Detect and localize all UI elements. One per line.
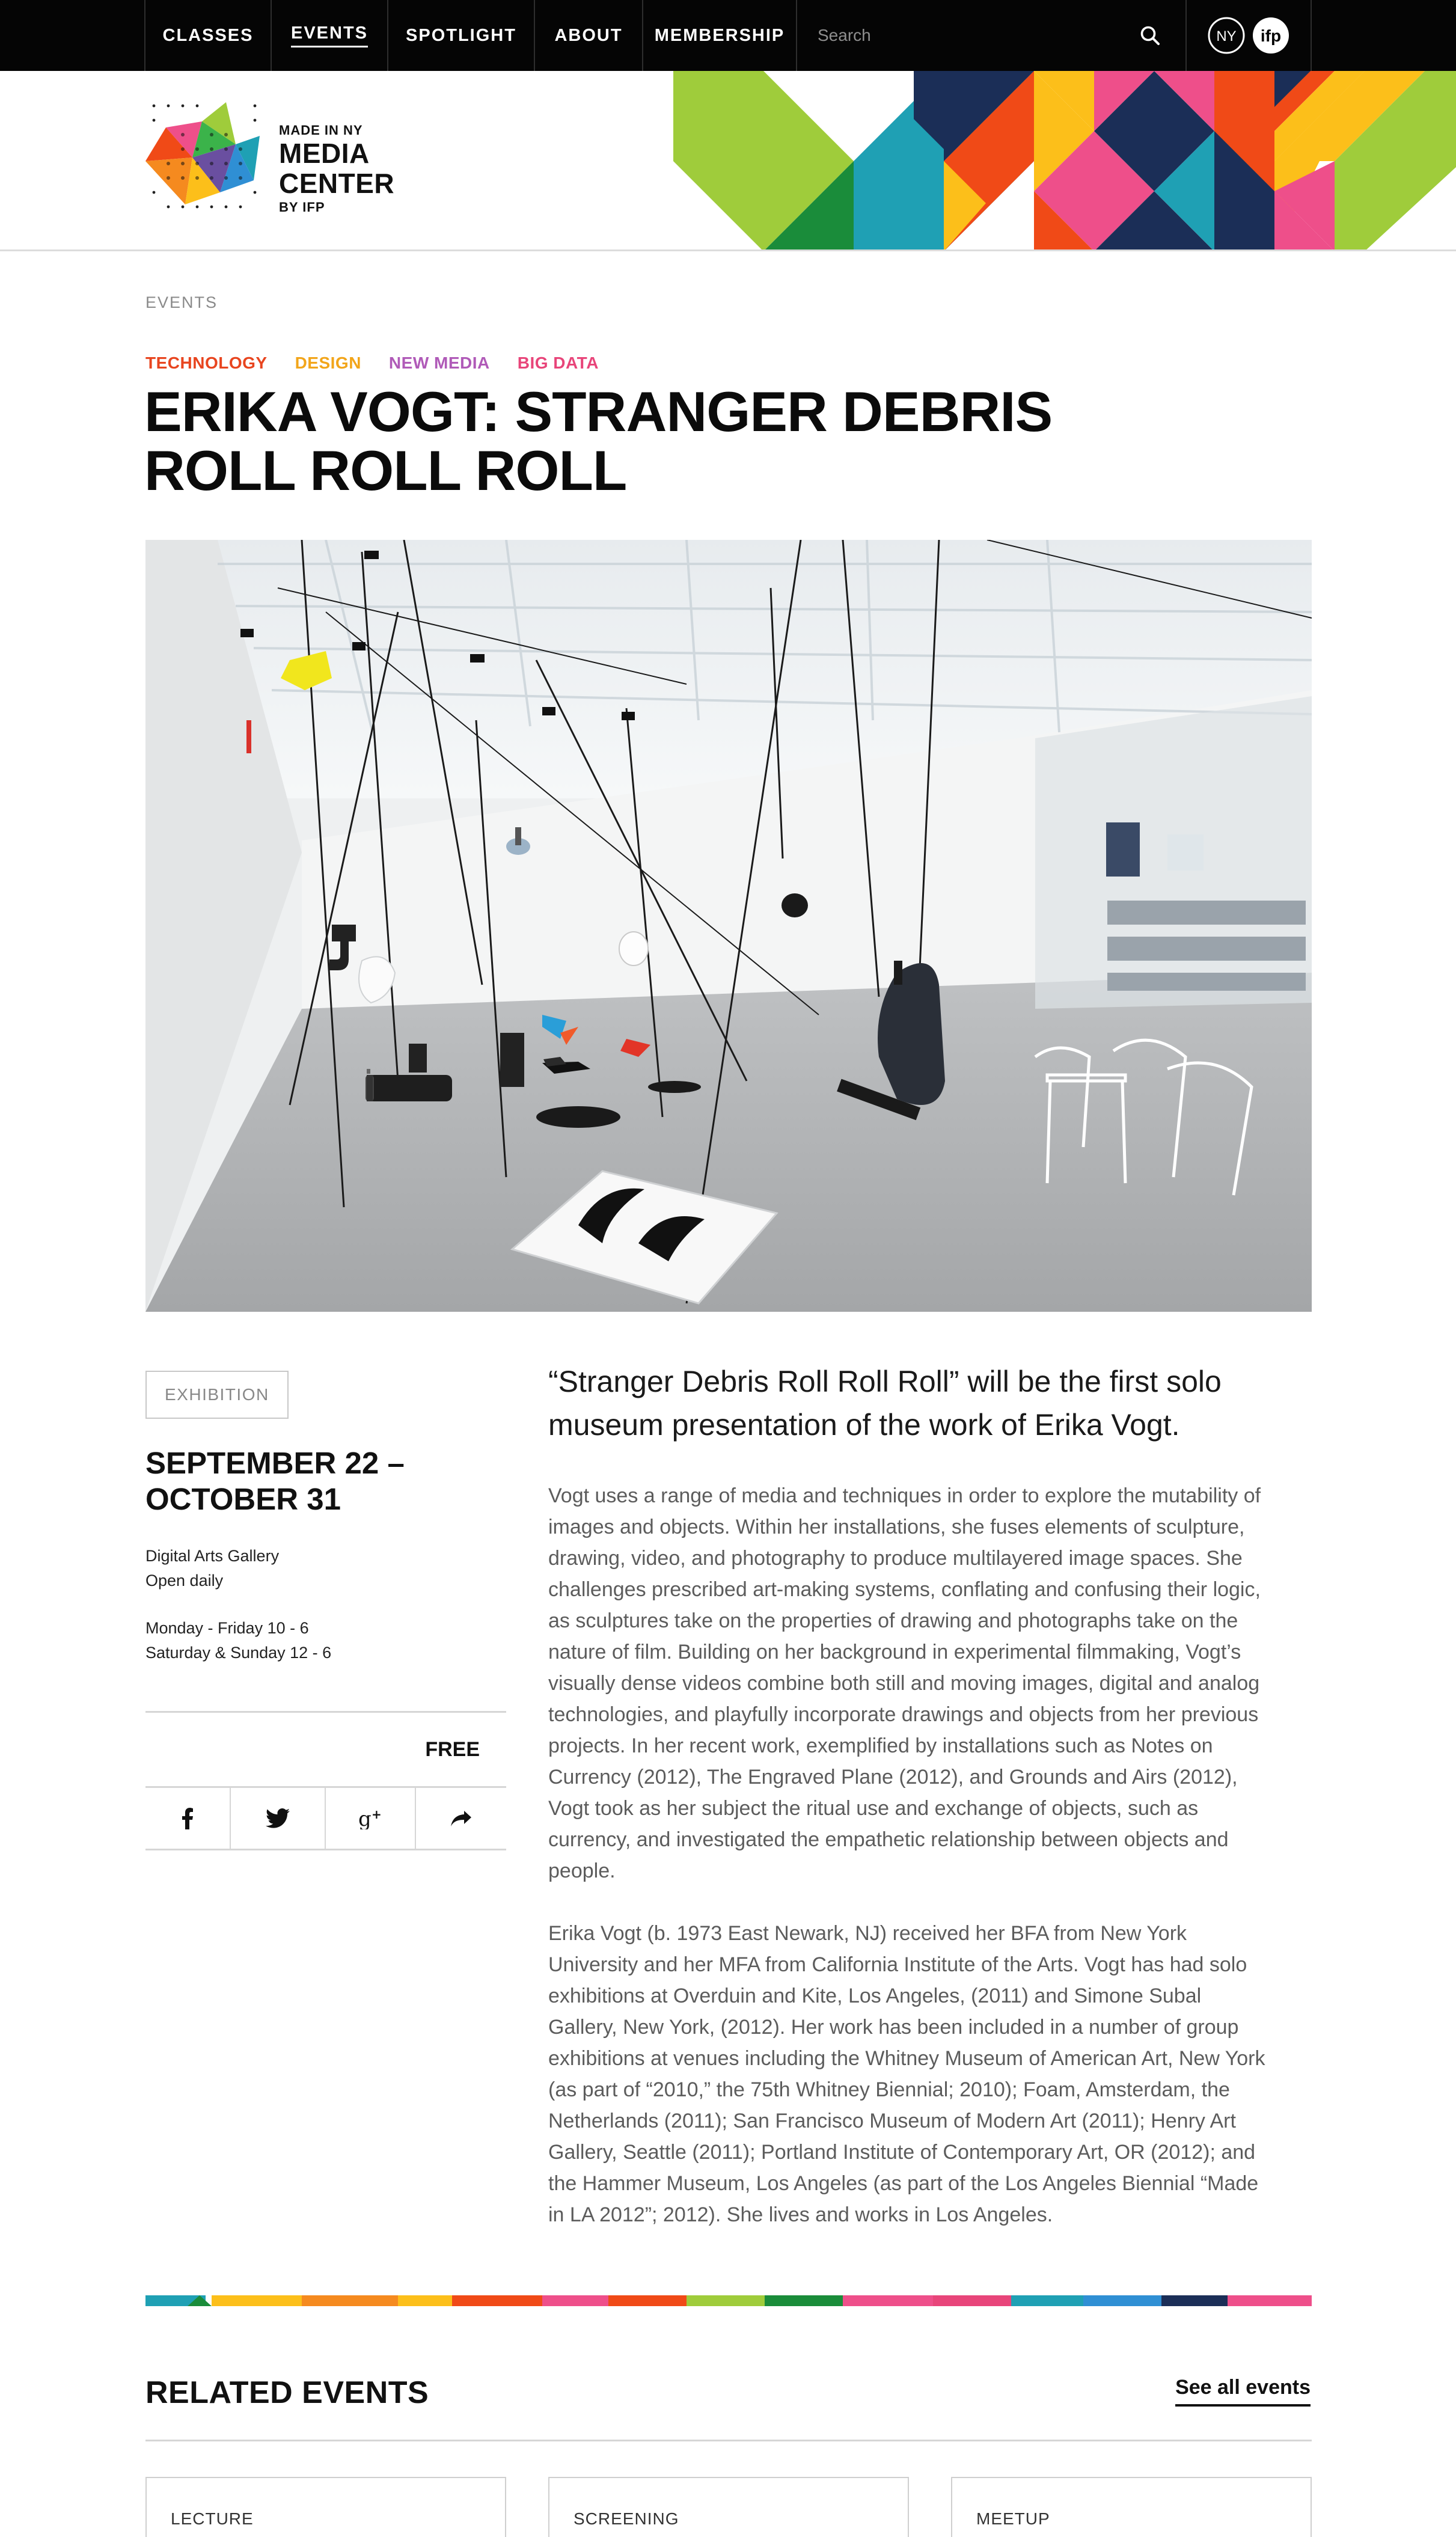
share-google-plus-button[interactable] bbox=[326, 1788, 416, 1849]
nav-item-about[interactable] bbox=[534, 0, 642, 71]
share-icon bbox=[450, 1810, 473, 1828]
nav-label: EVENTS bbox=[291, 23, 368, 47]
related-event-card-screening[interactable] bbox=[548, 2477, 909, 2537]
top-navigation bbox=[0, 0, 1456, 71]
related-events-title: RELATED EVENTS bbox=[145, 2375, 429, 2410]
title-line: ROLL ROLL ROLL bbox=[144, 439, 627, 502]
card-type-label: SCREENING bbox=[574, 2509, 679, 2528]
nav-label: CLASSES bbox=[162, 25, 254, 45]
color-stripe-divider bbox=[145, 2295, 1312, 2306]
facebook-icon bbox=[181, 1808, 194, 1829]
event-dates bbox=[145, 1445, 482, 1517]
made-in-ny-logo-icon[interactable] bbox=[1207, 16, 1246, 55]
venue-name: Digital Arts Gallery bbox=[145, 1547, 280, 1565]
media-center-logo[interactable] bbox=[142, 90, 394, 222]
event-lede: “Stranger Debris Roll Roll Roll” will be the first solo museum presentation of the work of Erika Vogt. bbox=[548, 1365, 1222, 1442]
event-tags bbox=[145, 353, 599, 373]
share-facebook-button[interactable] bbox=[145, 1788, 231, 1849]
nav-label: ABOUT bbox=[554, 25, 623, 45]
search-icon bbox=[1139, 25, 1161, 46]
ifp-logo-icon[interactable] bbox=[1252, 16, 1290, 55]
breadcrumb[interactable]: EVENTS bbox=[145, 293, 218, 311]
brand-line: CENTER bbox=[279, 168, 395, 199]
share-twitter-button[interactable] bbox=[231, 1788, 326, 1849]
event-hours bbox=[145, 1616, 331, 1665]
tag-new-media[interactable]: NEW MEDIA bbox=[388, 353, 490, 372]
event-type-badge: EXHIBITION bbox=[145, 1371, 289, 1419]
media-center-logo-icon bbox=[142, 90, 280, 222]
title-line: ERIKA VOGT: STRANGER DEBRIS bbox=[144, 380, 1053, 443]
svg-text:+: + bbox=[372, 1807, 382, 1822]
related-event-card-lecture[interactable] bbox=[145, 2477, 506, 2537]
nav-label: MEMBERSHIP bbox=[654, 25, 785, 45]
nav-item-spotlight[interactable] bbox=[387, 0, 534, 71]
search-box bbox=[796, 0, 1185, 71]
svg-text:g: g bbox=[358, 1807, 372, 1829]
tag-technology[interactable]: TECHNOLOGY bbox=[145, 353, 268, 372]
twitter-icon bbox=[266, 1808, 290, 1829]
ifp-logo-text: ifp bbox=[1260, 26, 1282, 45]
brand-wordmark bbox=[279, 124, 394, 214]
brand-line: BY IFP bbox=[279, 200, 325, 215]
date-line: OCTOBER 31 bbox=[145, 1482, 341, 1516]
price-label: FREE bbox=[425, 1737, 480, 1761]
artist-bio-paragraph: Erika Vogt (b. 1973 East Newark, NJ) received her BFA from New York University and her MFA from California Institute of the Arts. Vogt has had solo exhibitions at Overduin and Kite, Los Angeles, (2011) and Simone Subal Gallery, New York, (2012). Her work has been included in a number of group exhibitions at venues including the Whitney Museum of American Art, New York (as part of “2010,” the 75th Whitney Biennial; 2010); Foam, Amsterdam, the Netherlands (2011); San Francisco Museum of Modern Art (2011); Henry Art Gallery, Seattle (2011); Portland Institute of Contemporary Art, OR (2012); and the Hammer Museum, Los Angeles (as part of the Los Angeles Biennial “Made in LA 2012”; 2012). She lives and works in Los Angeles. bbox=[548, 1922, 1265, 2226]
share-bar bbox=[145, 1788, 506, 1850]
site-header bbox=[0, 71, 1456, 251]
date-line: SEPTEMBER 22 – bbox=[145, 1446, 405, 1480]
partner-logos bbox=[1185, 0, 1312, 71]
venue-note: Open daily bbox=[145, 1571, 224, 1590]
gallery-installation-photo bbox=[145, 540, 1312, 1312]
related-divider bbox=[145, 2440, 1312, 2441]
ny-logo-text: NY bbox=[1216, 28, 1237, 44]
google-plus-icon bbox=[357, 1808, 384, 1829]
event-venue bbox=[145, 1544, 279, 1593]
event-description-paragraph: Vogt uses a range of media and techniques in order to explore the mutability of images and objects. Within her installations, she fuses elements of sculpture, drawing, video, and photography to produce multilayered image spaces. She challenges prescribed art-making systems, conflating and confusing their logic, as sculptures take on the properties of drawing and photographs take on the nature of film. Building on her background in experimental filmmaking, Vogt’s visually dense videos combine both still and moving images, digital and analog technologies, and playfully incorporate drawings and objects from her previous projects. In her recent work, exemplified by installations such as Notes on Currency (2012), The Engraved Plane (2012), and Grounds and Airs (2012), Vogt took as her subject the ritual use and exchange of objects, such as currency, and investigated the empathetic relationship between objects and people. bbox=[548, 1484, 1261, 1882]
card-type-label: LECTURE bbox=[171, 2509, 254, 2528]
tag-big-data[interactable]: BIG DATA bbox=[517, 353, 599, 372]
search-button[interactable] bbox=[1129, 0, 1171, 71]
brand-line: MEDIA bbox=[279, 138, 370, 169]
hours-weekend: Saturday & Sunday 12 - 6 bbox=[145, 1644, 332, 1662]
brand-line: MADE IN NY bbox=[279, 123, 363, 138]
hero-image bbox=[145, 540, 1312, 1312]
nav-item-events[interactable] bbox=[271, 0, 387, 71]
card-type-label: MEETUP bbox=[976, 2509, 1050, 2528]
tag-design[interactable]: DESIGN bbox=[295, 353, 361, 372]
page-title bbox=[144, 382, 1106, 500]
nav-item-membership[interactable] bbox=[642, 0, 796, 71]
nav-item-classes[interactable] bbox=[144, 0, 271, 71]
related-event-card-meetup[interactable] bbox=[951, 2477, 1312, 2537]
share-link-button[interactable] bbox=[416, 1788, 506, 1849]
search-input[interactable] bbox=[797, 26, 1098, 45]
hours-weekday: Monday - Friday 10 - 6 bbox=[145, 1619, 309, 1637]
geometric-banner bbox=[673, 71, 1456, 251]
price-row bbox=[145, 1711, 506, 1788]
nav-label: SPOTLIGHT bbox=[406, 25, 516, 45]
see-all-events-link[interactable]: See all events bbox=[1175, 2376, 1311, 2407]
